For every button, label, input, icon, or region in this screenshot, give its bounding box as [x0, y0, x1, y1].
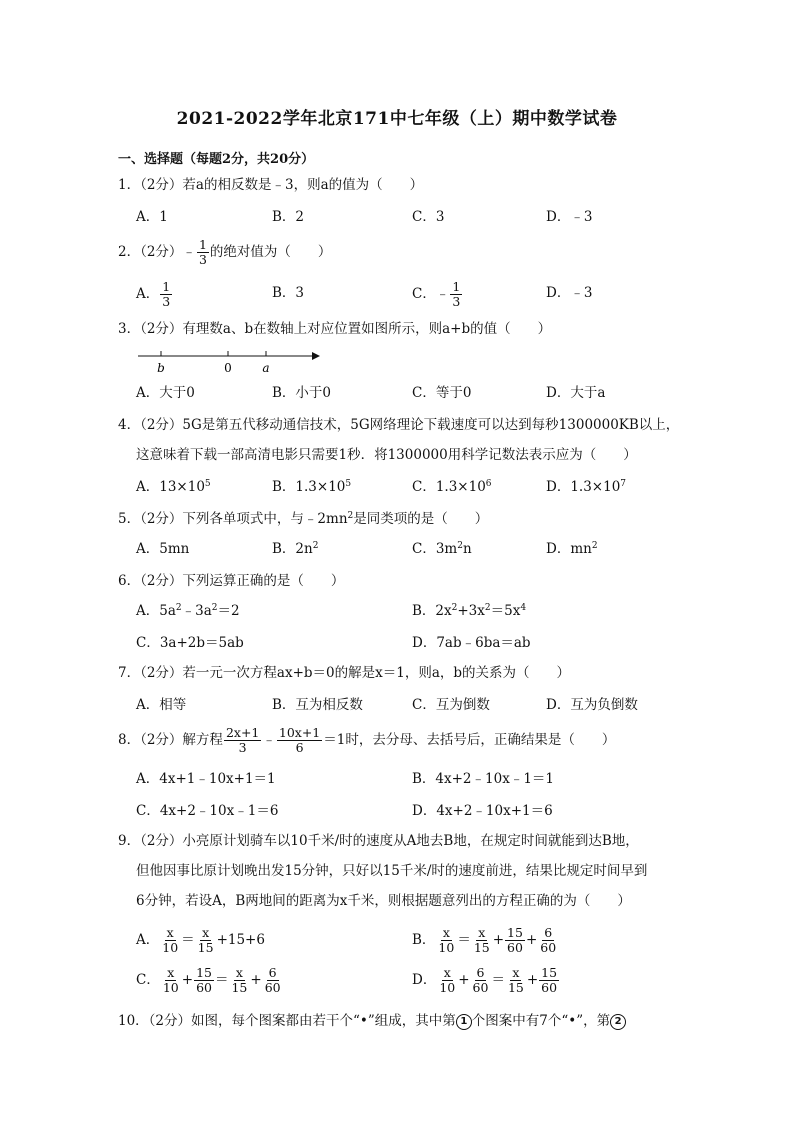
- q9-option-d: D． $\frac{x}{10}$ + $\frac{6}{60}$ ＝ $\frac{x}{15}$ + $\frac{15}{60}$: [412, 965, 558, 995]
- q7-option-a: A．相等: [136, 697, 187, 713]
- q8-option-c: C．4x+2﹣10x﹣1＝6: [136, 803, 279, 819]
- q7-option-d: D．互为负倒数: [546, 697, 638, 713]
- question-3: 3．（2分）有理数a、b在数轴上对应位置如图所示，则a+b的值（ ）: [118, 321, 552, 337]
- q9-option-b: B． $\frac{x}{10}$ ＝ $\frac{x}{15}$ + $\frac{15}{60}$ + $\frac{6}{60}$: [412, 925, 557, 955]
- question-8: 8．（2分）解方程 $\frac{2x+1}{3}$ ﹣ $\frac{10x+1}{6}$ ＝1时，去分母、去括号后，正确结果是（ ）: [118, 725, 616, 755]
- q1-option-a: A．1: [136, 209, 168, 225]
- q8-option-b: B．4x+2﹣10x﹣1＝1: [412, 771, 554, 787]
- question-4-line-1: 4．（2分）5G是第五代移动通信技术，5G网络理论下载速度可以达到每秒1300000KB以上，: [118, 417, 680, 433]
- label-0: 0: [224, 361, 232, 375]
- question-9-line-3: 6分钟，若设A，B两地间的距离为x千米，则根据题意列出的方程正确的为（ ）: [136, 893, 631, 909]
- q4-option-c: C．$1.3\times 10^6$: [412, 479, 492, 495]
- q2-option-c: C．﹣ $\frac{1}{3}$: [412, 279, 461, 309]
- q1-option-b: B．2: [272, 209, 305, 225]
- label-b: b: [157, 361, 165, 375]
- fraction: $\frac{2x+1}{3}$: [225, 725, 260, 755]
- q8-option-d: D．4x+2﹣10x+1＝6: [412, 803, 553, 819]
- q2-prefix: 2．（2分）﹣: [118, 244, 196, 260]
- q5-option-d: D．$mn^2$: [546, 541, 598, 557]
- q3-option-b: B．小于0: [272, 385, 332, 401]
- q2-option-b: B．3: [272, 285, 305, 301]
- q4-option-d: D．$1.3\times 10^7$: [546, 479, 627, 495]
- question-9-line-2: 但他因事比原计划晚出发15分钟，只好以15千米/时的速度前进，结果比规定时间早到: [136, 863, 648, 879]
- q5-option-b: B．$2n^2$: [272, 541, 319, 557]
- q4-option-a: A．$13\times 10^5$: [136, 479, 211, 495]
- q5-option-a: A．5mn: [136, 541, 190, 557]
- q6-option-d: D．7ab﹣6ba＝ab: [412, 635, 531, 651]
- q9-option-c: C． $\frac{x}{10}$ + $\frac{15}{60}$ ＝ $\frac{x}{15}$ + $\frac{6}{60}$: [136, 965, 281, 995]
- fraction: $\frac{1}{3}$: [198, 237, 207, 267]
- section-heading: 一、选择题（每题2分，共20分）: [118, 152, 315, 167]
- circled-number: 1: [456, 1014, 472, 1030]
- q1-option-c: C．3: [412, 209, 445, 225]
- question-2: [118, 238, 331, 267]
- q4-option-b: B．$1.3\times 10^5$: [272, 479, 352, 495]
- q5-option-c: C．$3m^2n$: [412, 541, 472, 557]
- fraction: $\frac{10x+1}{6}$: [278, 725, 321, 755]
- q7-option-b: B．互为相反数: [272, 697, 363, 713]
- fraction: $\frac{1}{3}$: [452, 279, 461, 309]
- question-10: 10．（2分）如图，每个图案都由若干个“•”组成，其中第 1 个图案中有7个“•”，第 2: [118, 1012, 626, 1030]
- q2-option-a: A． $\frac{1}{3}$: [136, 279, 171, 309]
- question-5: 5．（2分）下列各单项式中，与$﹣2mn^2$是同类项的是（ ）: [118, 511, 489, 527]
- q3-option-c: C．等于0: [412, 385, 472, 401]
- q9-option-a: A． $\frac{x}{10}$ ＝ $\frac{x}{15}$ +15+6: [136, 925, 265, 955]
- q2-option-d: D．﹣3: [546, 285, 593, 301]
- label-a: a: [262, 361, 270, 375]
- question-6: 6．（2分）下列运算正确的是（ ）: [118, 573, 345, 589]
- q7-option-c: C．互为倒数: [412, 697, 490, 713]
- page-title: 2021-2022学年北京171中七年级（上）期中数学试卷: [176, 109, 618, 129]
- circled-number: 2: [610, 1014, 626, 1030]
- q3-option-d: D．大于a: [546, 385, 606, 401]
- question-7: 7．（2分）若一元一次方程ax+b＝0的解是x＝1，则a，b的关系为（ ）: [118, 665, 571, 681]
- q1-option-d: D．﹣3: [546, 209, 593, 225]
- number-line: [136, 346, 326, 376]
- question-9-line-1: 9．（2分）小亮原计划骑车以10千米/时的速度从A地去B地，在规定时间就能到达B地，: [118, 833, 639, 849]
- fraction: $\frac{1}{3}$: [162, 279, 171, 309]
- q3-option-a: A．大于0: [136, 385, 195, 401]
- q2-suffix: 的绝对值为（ ）: [209, 244, 332, 260]
- q6-option-a: A．$5a^2﹣3a^2=2$: [136, 603, 240, 619]
- q8-option-a: A．4x+1﹣10x+1＝1: [136, 771, 276, 787]
- question-4-line-2: 这意味着下载一部高清电影只需要1秒．将1300000用科学记数法表示应为（ ）: [136, 447, 637, 463]
- q6-option-b: B．$2x^2+3x^2=5x^4$: [412, 603, 527, 619]
- question-1: 1．（2分）若a的相反数是﹣3，则a的值为（ ）: [118, 177, 424, 193]
- q6-option-c: C．3a+2b＝5ab: [136, 635, 244, 651]
- axis-arrow-icon: [312, 352, 320, 360]
